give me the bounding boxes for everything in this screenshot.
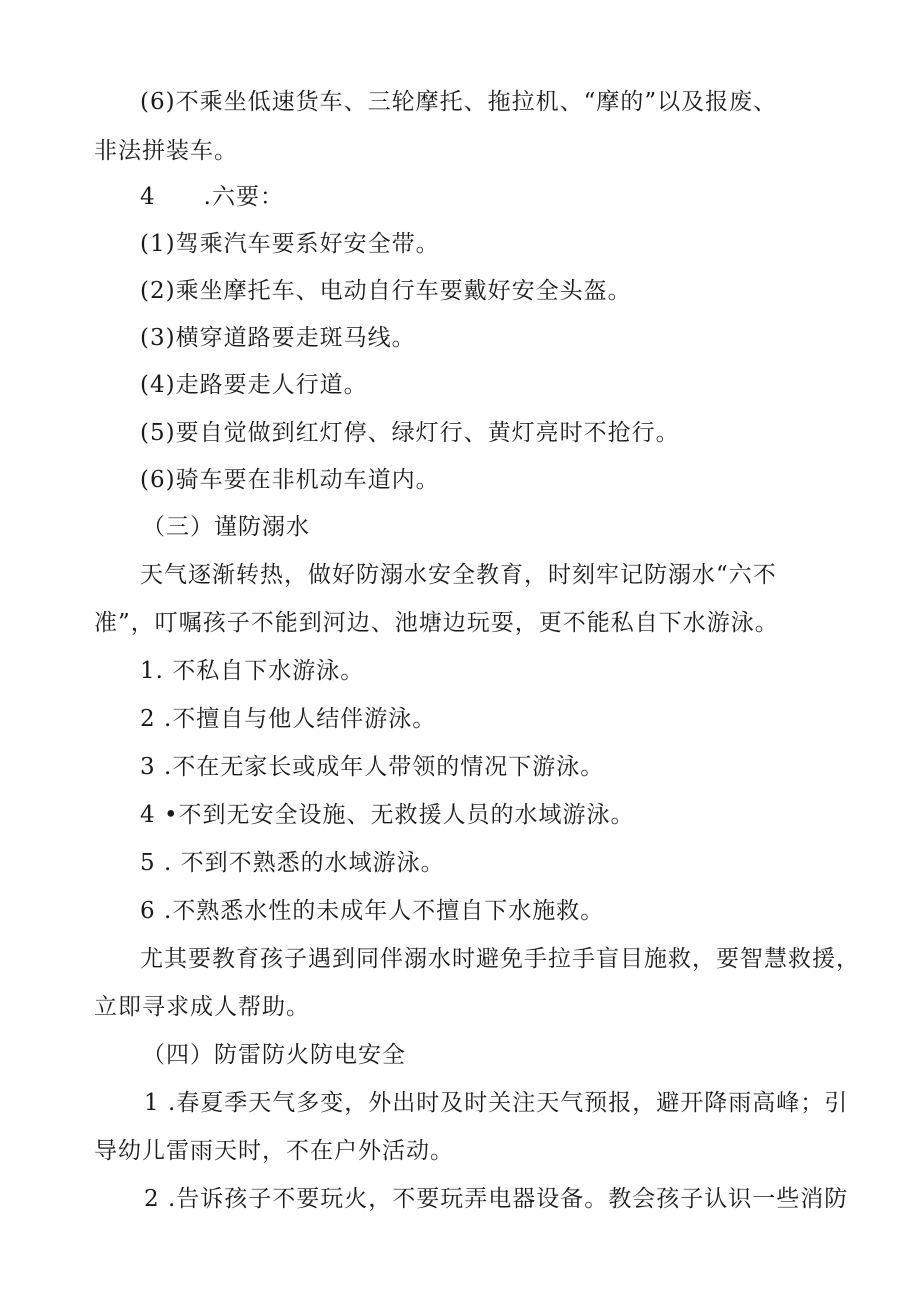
list-item: 1 .春夏季天气多变，外出时及时关注天气预报，避开降雨高峰；引 xyxy=(144,1090,849,1116)
list-item: 4 •不到无安全设施、无救援人员的水域游泳。 xyxy=(140,802,635,828)
list-item: 2 .不擅自与他人结伴游泳。 xyxy=(140,706,437,732)
paragraph-line: 导幼儿雷雨天时，不在户外活动。 xyxy=(94,1138,454,1164)
list-item: (4)走路要走人行道。 xyxy=(140,372,368,398)
list-item: (1)驾乘汽车要系好安全带。 xyxy=(140,231,440,257)
section-heading: （三）谨防溺水 xyxy=(142,514,310,540)
list-item: 3 .不在无家长或成年人带领的情况下游泳。 xyxy=(140,754,605,780)
text-line: 非法拼装车。 xyxy=(94,138,238,164)
list-item: (6)骑车要在非机动车道内。 xyxy=(140,467,440,493)
list-item: (5)要自觉做到红灯停、绿灯行、黄灯亮时不抢行。 xyxy=(140,420,680,446)
paragraph-line: 立即寻求成人帮助。 xyxy=(94,994,310,1020)
text-line: (6)不乘坐低速货车、三轮摩托、拖拉机、“摩的”以及报废、 xyxy=(140,89,778,115)
list-item: 1. 不私自下水游泳。 xyxy=(140,658,365,684)
list-item: 5 . 不到不熟悉的水域游泳。 xyxy=(140,850,445,876)
paragraph-line: 准”，叮嘱孩子不能到河边、池塘边玩耍，更不能私自下水游泳。 xyxy=(94,610,779,636)
list-item: (2)乘坐摩托车、电动自行车要戴好安全头盔。 xyxy=(140,278,632,304)
section-heading: （四）防雷防火防电安全 xyxy=(142,1042,406,1068)
list-item: 2 .告诉孩子不要玩火，不要玩弄电器设备。教会孩子认识一些消防 xyxy=(144,1186,849,1212)
list-item: 6 .不熟悉水性的未成年人不擅自下水施救。 xyxy=(140,898,605,924)
list-heading: 4 .六要： xyxy=(140,184,284,210)
paragraph-line: 天气逐渐转热，做好防溺水安全教育，时刻牢记防溺水“六不 xyxy=(140,562,777,588)
paragraph-line: 尤其要教育孩子遇到同伴溺水时避免手拉手盲目施救，要智慧救援， xyxy=(140,946,860,972)
list-item: (3)横穿道路要走斑马线。 xyxy=(140,325,416,351)
